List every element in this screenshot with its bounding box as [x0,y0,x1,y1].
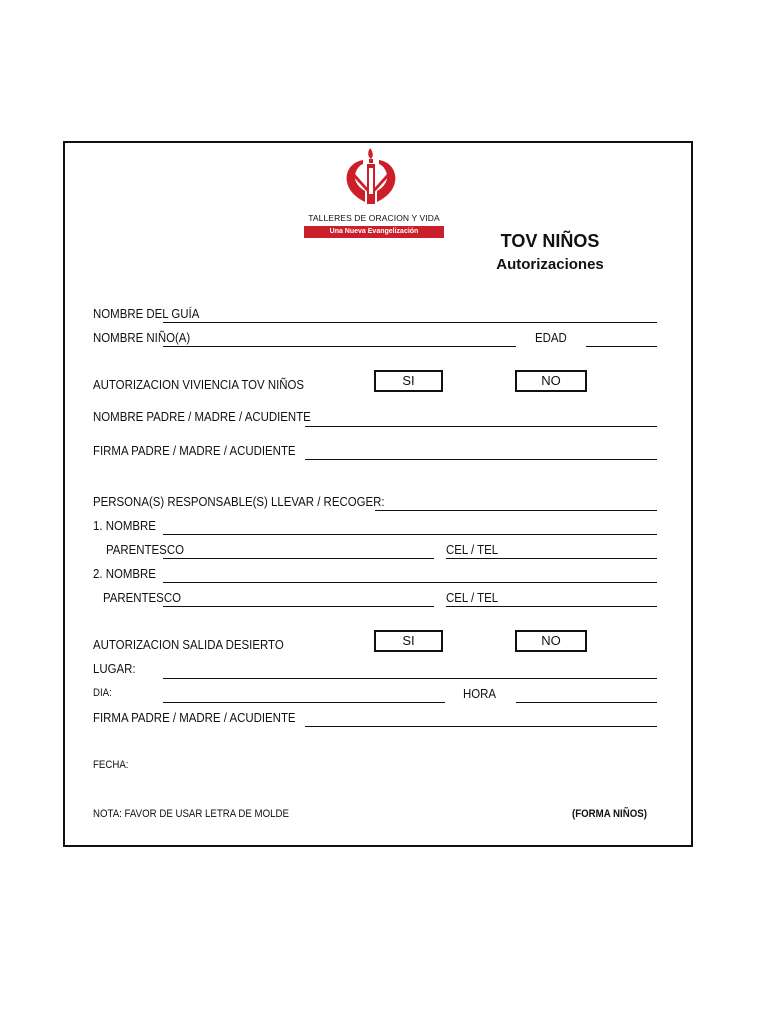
place-label: LUGAR: [93,661,136,676]
relationship-2-label: PARENTESCO [103,590,181,605]
parent-signature-field[interactable] [305,459,657,460]
form-subtitle: Autorizaciones [496,256,604,273]
age-field[interactable] [586,346,657,347]
auth-tov-no-checkbox[interactable]: NO [515,370,587,392]
phone-2-label: CEL / TEL [446,590,499,605]
auth-tov-label: AUTORIZACION VIVIENCIA TOV NIÑOS [93,377,305,392]
hour-label: HORA [463,686,497,701]
logo-name: TALLERES DE ORACION Y VIDA [308,213,440,223]
auth-desert-yes-checkbox[interactable]: SI [374,630,443,652]
phone-1-field[interactable] [446,558,657,559]
auth-desert-label: AUTORIZACION SALIDA DESIERTO [93,637,284,652]
name-2-field[interactable] [163,582,657,583]
parent-name-field[interactable] [305,426,657,427]
auth-desert-no-checkbox[interactable]: NO [515,630,587,652]
relationship-1-field[interactable] [163,558,434,559]
age-label: EDAD [535,330,567,345]
phone-1-label: CEL / TEL [446,542,499,557]
parent-signature-label: FIRMA PADRE / MADRE / ACUDIENTE [93,443,296,458]
responsible-field[interactable] [375,510,657,511]
name-2-label: 2. NOMBRE [93,566,156,581]
logo-tagline: Una Nueva Evangelización [304,226,444,238]
auth-tov-yes-checkbox[interactable]: SI [374,370,443,392]
date-label: FECHA: [93,759,129,771]
form-title: TOV NIÑOS [500,231,600,251]
day-label: DIA: [93,687,112,699]
phone-2-field[interactable] [446,606,657,607]
parent-name-label: NOMBRE PADRE / MADRE / ACUDIENTE [93,409,311,424]
parent-signature-2-field[interactable] [305,726,657,727]
guide-name-label: NOMBRE DEL GUÍA [93,306,200,321]
place-field[interactable] [163,678,657,679]
relationship-2-field[interactable] [163,606,434,607]
form-type-label: (FORMA NIÑOS) [572,808,647,820]
day-field[interactable] [163,702,445,703]
name-1-field[interactable] [163,534,657,535]
child-name-field[interactable] [163,346,516,347]
child-name-label: NOMBRE NIÑO(A) [93,330,191,345]
guide-name-field[interactable] [163,322,657,323]
footer-note: NOTA: FAVOR DE USAR LETRA DE MOLDE [93,808,289,820]
responsible-label: PERSONA(S) RESPONSABLE(S) LLEVAR / RECOGER: [93,494,385,509]
name-1-label: 1. NOMBRE [93,518,156,533]
hour-field[interactable] [516,702,657,703]
relationship-1-label: PARENTESCO [106,542,184,557]
parent-signature-2-label: FIRMA PADRE / MADRE / ACUDIENTE [93,710,296,725]
tov-logo-icon [343,146,403,208]
